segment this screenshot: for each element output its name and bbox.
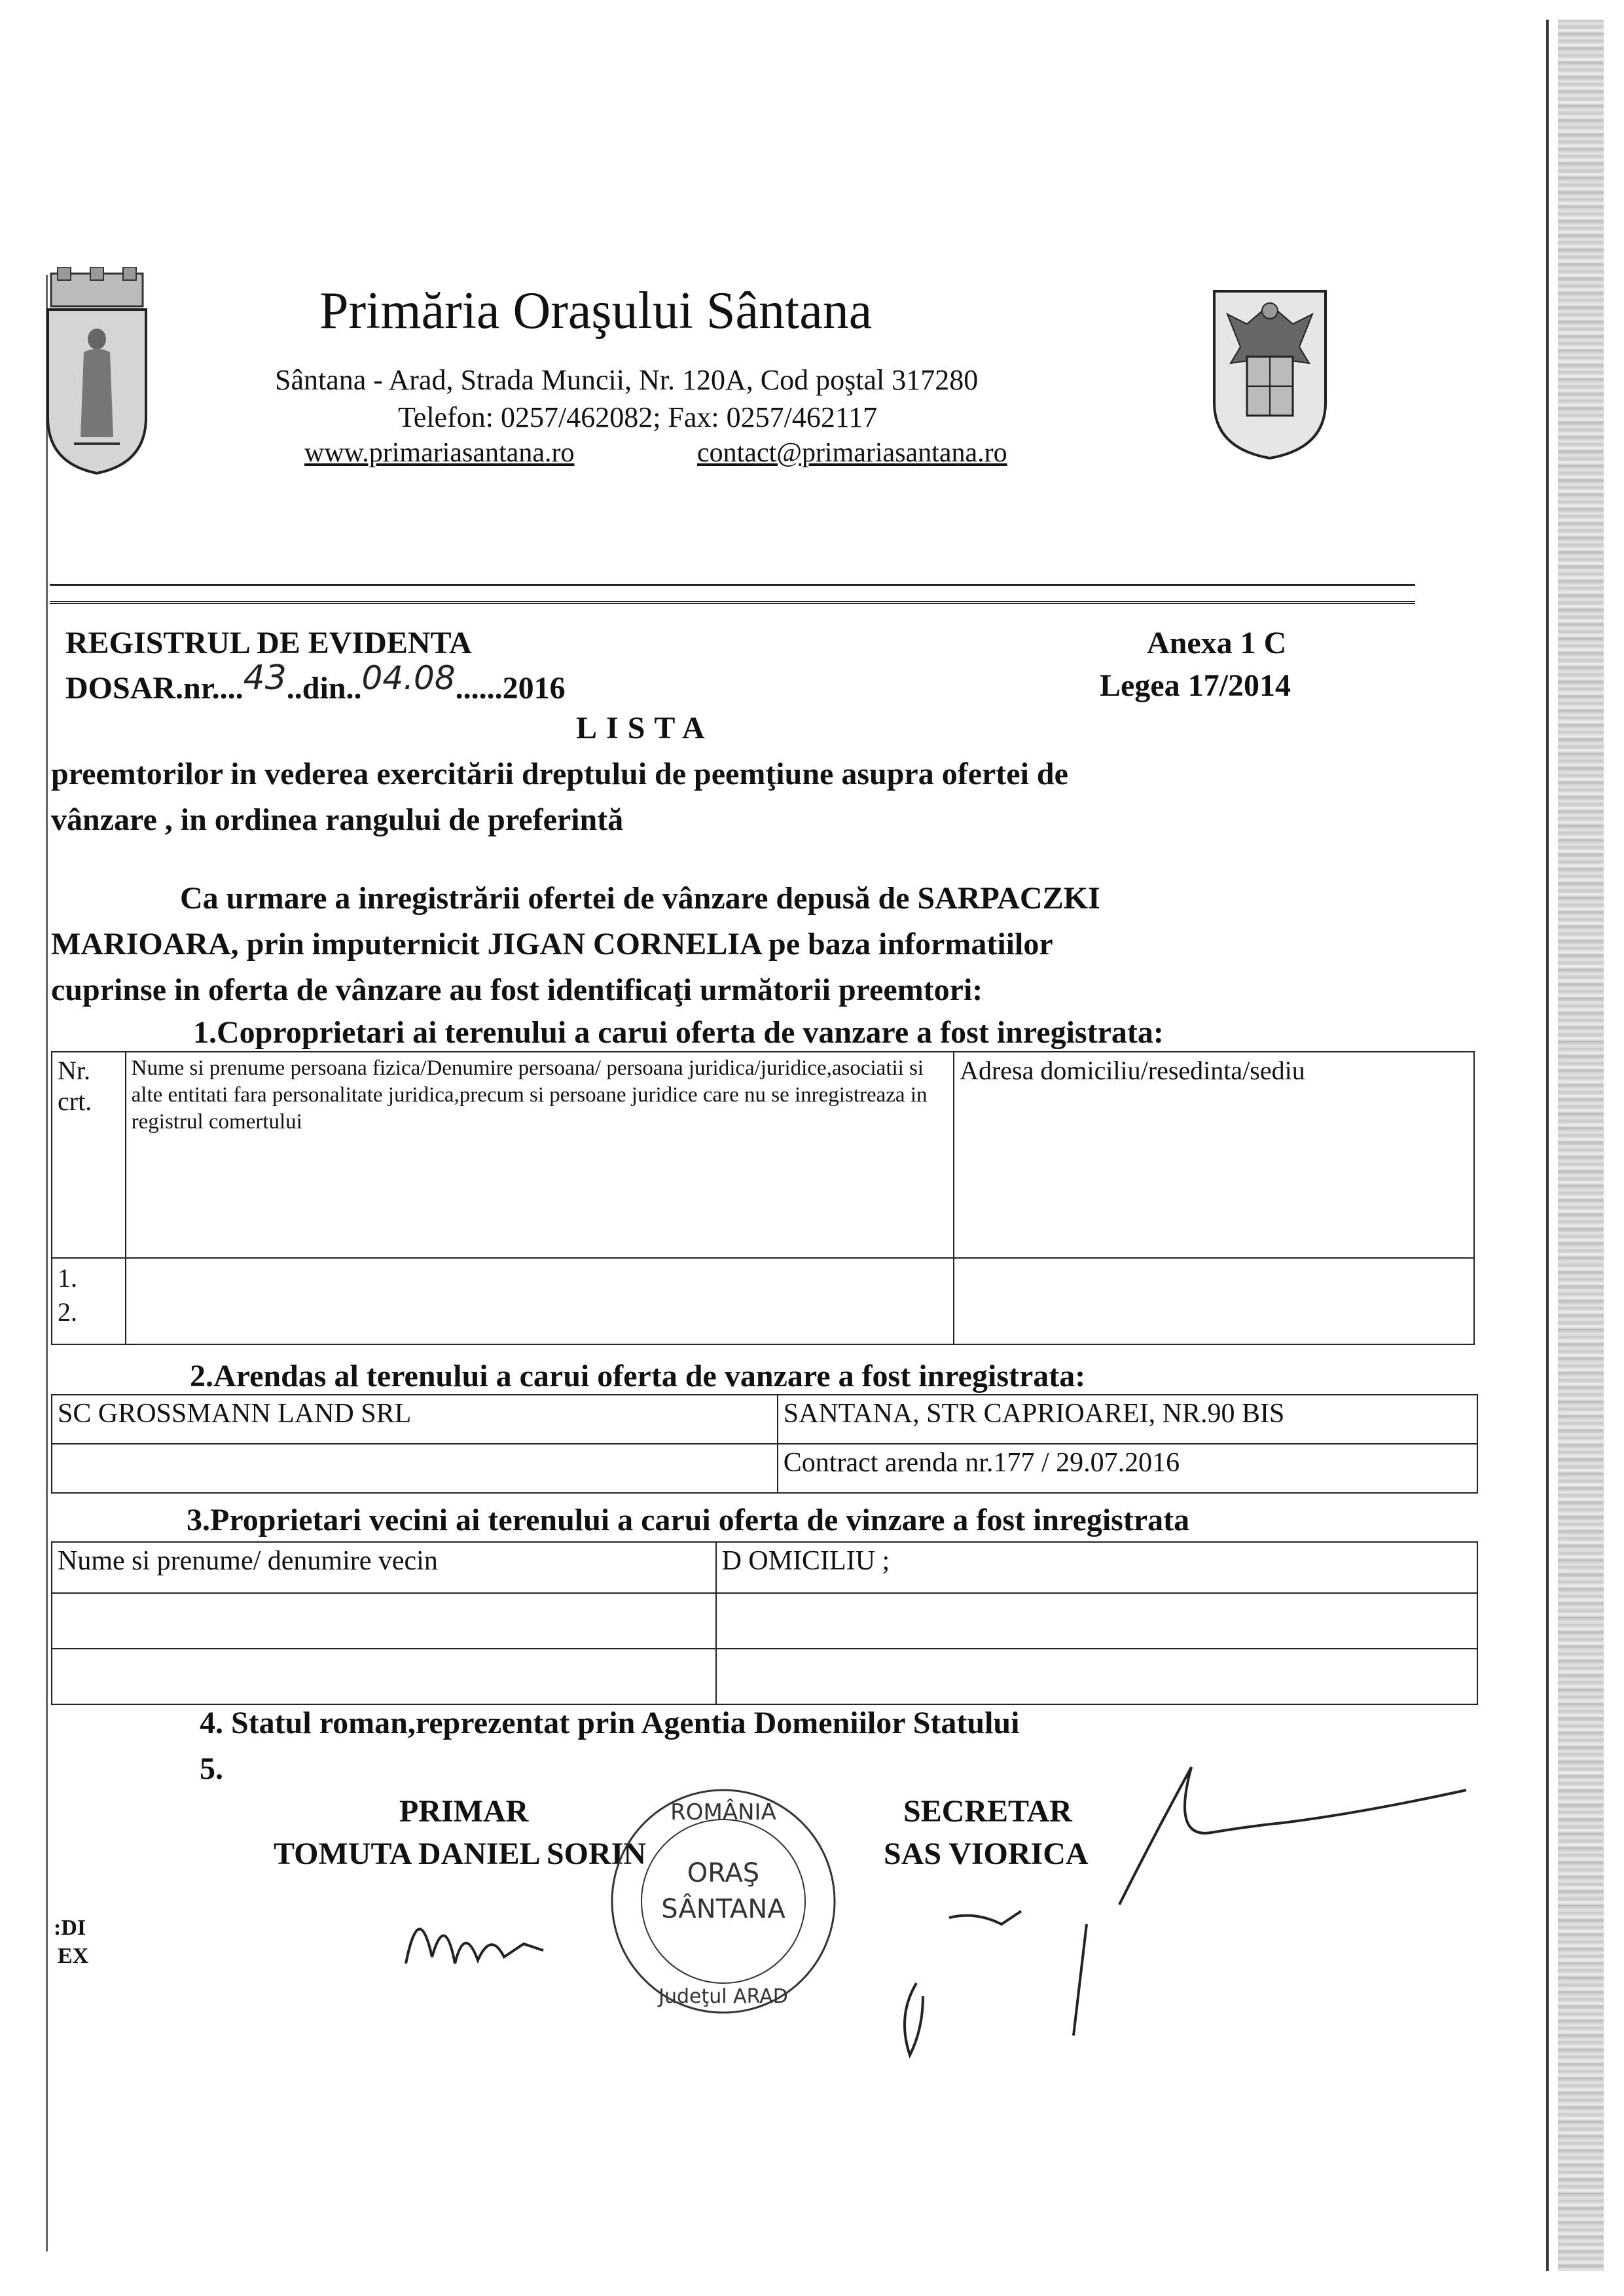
institution-phone-fax: Telefon: 0257/462082; Fax: 0257/462117: [398, 401, 878, 433]
institution-address: Sântana - Arad, Strada Muncii, Nr. 120A, Cod poştal 317280: [275, 364, 979, 396]
col-domicile: D OMICILIU ;: [716, 1542, 1477, 1593]
empty-cell: [716, 1593, 1477, 1649]
col-nr-crt: Nr. crt.: [52, 1052, 126, 1258]
secretary-title: SECRETAR: [903, 1794, 1072, 1829]
secretary-initials: [877, 1885, 1126, 2068]
empty-cell: [716, 1649, 1477, 1704]
row-numbers: [52, 1258, 126, 1344]
intro-line-2: MARIOARA, prin imputernicit JIGAN CORNELIA pe baza informatiilor: [51, 927, 1053, 961]
col-name: Nume si prenume persoana fizica/Denumire persoana/ persoana juridica/juridice,asociatii si alte entitati fara personalitate juridica,precum si persoane juridice care nu se inregistreaza in registrul comertului: [126, 1052, 954, 1258]
margin-note-2: EX: [58, 1944, 89, 1968]
item-4: 4. Statul roman,reprezentat prin Agentia Domeniilor Statului: [200, 1706, 1020, 1740]
tenant-address: SANTANA, STR CAPRIOAREI, NR.90 BIS: [778, 1395, 1477, 1444]
din-dots-2: .....: [455, 671, 495, 706]
institution-website-link[interactable]: www.primariasantana.ro: [304, 438, 575, 468]
din-label: din: [302, 671, 346, 706]
secretary-signature: [1113, 1741, 1479, 1911]
tenant-name: SC GROSSMANN LAND SRL: [52, 1395, 778, 1444]
institution-title: Primăria Oraşului Sântana: [319, 282, 873, 340]
scan-edge-line: [1546, 20, 1549, 2271]
header-divider-double: [50, 601, 1415, 604]
dosar-year: .2016: [494, 671, 566, 706]
table-row: [52, 1649, 1477, 1704]
list-subtitle-line-1: preemtorilor in vederea exercitării dreptului de peemţiune asupra ofertei de: [51, 757, 1068, 791]
row-number-2: 2.: [58, 1297, 77, 1327]
section1-heading: 1.Coproprietari ai terenului a carui oferta de vanzare a fost inregistrata:: [193, 1015, 1164, 1050]
table-row: [52, 1258, 1474, 1344]
dosar-dots-2: ..: [286, 671, 302, 706]
mayor-signature: [393, 1885, 556, 1990]
contract-info: Contract arenda nr.177 / 29.07.2016: [778, 1444, 1477, 1493]
coowners-table: [51, 1051, 1475, 1345]
din-dots: ..: [346, 671, 362, 706]
mayor-title: PRIMAR: [399, 1794, 529, 1829]
row-number-1: 1.: [58, 1263, 77, 1293]
dosar-prefix: DOSAR.nr: [65, 671, 212, 706]
left-margin-line: [46, 275, 48, 2251]
romania-coat-of-arms-icon: [1208, 285, 1332, 461]
row-name-cell: [126, 1258, 954, 1344]
section3-heading: 3.Proprietari vecini ai terenului a carui oferta de vinzare a fost inregistrata: [187, 1503, 1190, 1537]
table-header-row: [52, 1052, 1474, 1258]
table-row: [52, 1395, 1477, 1444]
section2-heading: 2.Arendas al terenului a carui oferta de vanzare a fost inregistrata:: [190, 1359, 1086, 1393]
dosar-dots: ....: [211, 671, 244, 706]
neighbors-table: [51, 1541, 1478, 1705]
margin-note-1: :DI: [54, 1916, 86, 1940]
tenant-table: [51, 1394, 1478, 1494]
register-label: REGISTRUL DE EVIDENTA: [65, 626, 472, 660]
stamp-line-2: ORAŞ: [687, 1858, 760, 1888]
annex-label: Anexa 1 C: [1147, 626, 1287, 660]
dosar-number-handwritten: 43: [243, 658, 287, 698]
col-neighbor-name: Nume si prenume/ denumire vecin: [52, 1542, 716, 1593]
dosar-line: [65, 658, 566, 707]
official-stamp: [609, 1777, 838, 2026]
law-label: Legea 17/2014: [1100, 668, 1291, 703]
intro-line-3: cuprinse in oferta de vânzare au fost identificaţi următorii preemtori:: [51, 973, 983, 1007]
city-crest-icon: [38, 267, 156, 476]
institution-email-link[interactable]: contact@primariasantana.ro: [697, 438, 1007, 468]
header-divider: [50, 584, 1415, 586]
empty-cell: [52, 1593, 716, 1649]
empty-cell: [52, 1649, 716, 1704]
secretary-name: SAS VIORICA: [884, 1837, 1089, 1871]
list-subtitle-line-2: vânzare , in ordinea rangului de preferintă: [51, 802, 624, 837]
stamp-line-3: SÂNTANA: [661, 1894, 785, 1924]
table-row: [52, 1444, 1477, 1493]
list-title: LISTA: [576, 711, 714, 745]
stamp-line-4: Judeţul ARAD: [659, 1985, 788, 2008]
table-row: [52, 1593, 1477, 1649]
tenant-empty-cell: [52, 1444, 778, 1493]
row-address-cell: [954, 1258, 1474, 1344]
table-header-row: [52, 1542, 1477, 1593]
col-address: Adresa domiciliu/resedinta/sediu: [954, 1052, 1474, 1258]
din-date-handwritten: 04.08: [361, 659, 456, 697]
scan-edge-texture: [1558, 20, 1604, 2271]
item-5: 5.: [200, 1751, 223, 1786]
intro-line-1: Ca urmare a inregistrării ofertei de vânzare depusă de SARPACZKI: [180, 881, 1100, 916]
stamp-line-1: ROMÂNIA: [670, 1799, 776, 1825]
mayor-name: TOMUTA DANIEL SORIN: [274, 1837, 647, 1871]
